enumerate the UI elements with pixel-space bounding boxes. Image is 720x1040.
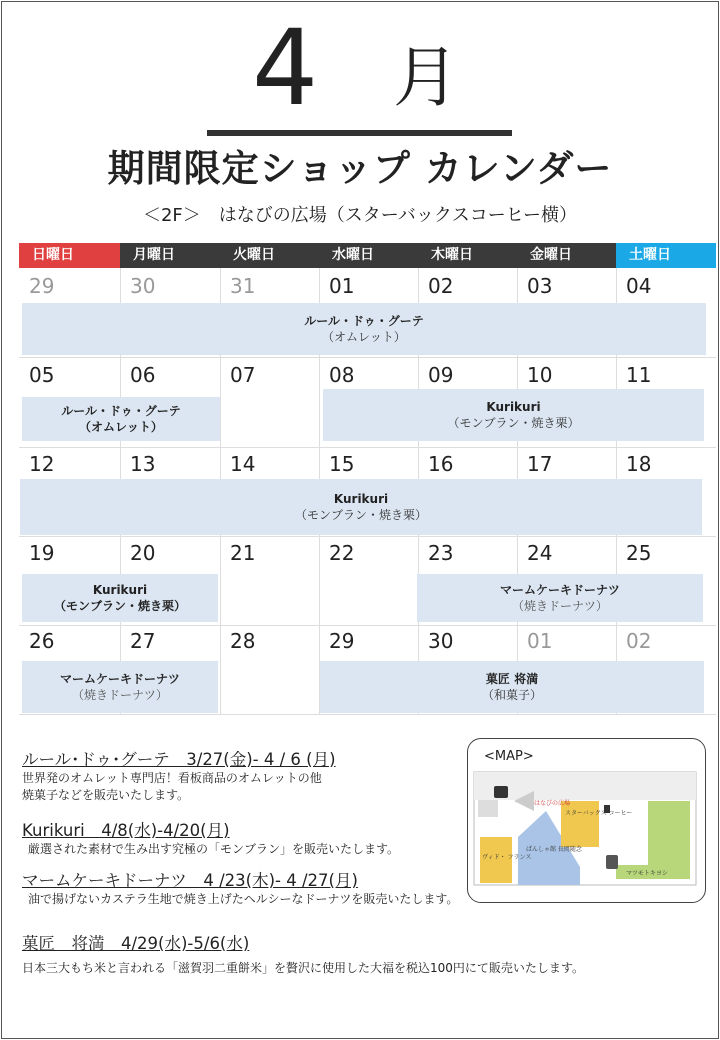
grid-line: [19, 714, 716, 715]
day-number: 06: [130, 363, 156, 387]
event-block: [417, 574, 703, 622]
event-block: [320, 661, 704, 713]
event-category: （焼きドーナツ）: [512, 599, 608, 613]
event-name: マームケーキドーナツ: [500, 583, 620, 597]
event-category: （モンブラン・焼き栗）: [447, 416, 580, 430]
weekday-sunday: 日曜日: [19, 243, 120, 268]
shop-info-text: 厳選された素材で生み出す究極の「モンブラン」を販売いたします。: [28, 842, 400, 856]
day-number: 12: [29, 452, 55, 476]
day-number: 16: [428, 452, 454, 476]
event-name: Kurikuri: [333, 492, 389, 506]
day-number: 04: [626, 274, 652, 298]
map-label-matsumoto: マツモトキヨシ: [626, 870, 668, 877]
weekday-saturday: 土曜日: [616, 243, 716, 268]
day-number: 15: [329, 452, 355, 476]
day-number: 31: [230, 274, 256, 298]
day-number: 09: [428, 363, 454, 387]
event-block: [22, 661, 218, 713]
day-number: 18: [626, 452, 652, 476]
day-number: 23: [428, 541, 454, 565]
day-number: 19: [29, 541, 55, 565]
event-category: （焼きドーナツ）: [72, 688, 168, 702]
day-number: 26: [29, 629, 55, 653]
event-name: Kurikuri: [486, 400, 541, 414]
event-block: [22, 397, 220, 441]
day-number: 13: [130, 452, 156, 476]
grid-line: [19, 357, 716, 358]
day-number: 07: [230, 363, 256, 387]
map-label: <MAP>: [484, 749, 534, 764]
event-block: [22, 574, 218, 622]
grid-line: [19, 625, 716, 626]
day-number: 20: [130, 541, 156, 565]
day-number: 02: [626, 629, 652, 653]
event-category: （オムレット）: [322, 330, 406, 344]
day-number: 22: [329, 541, 355, 565]
map-label-starbucks: スターバックス コーヒー: [565, 810, 633, 817]
day-number: 03: [527, 274, 553, 298]
day-number: 25: [626, 541, 652, 565]
shop-info-text: 焼菓子などを販売いたします。: [22, 788, 190, 802]
event-block: [20, 479, 702, 535]
event-category: （オムレット）: [79, 420, 163, 434]
event-name: ルール・ドゥ・グーテ: [304, 314, 424, 328]
day-number: 30: [130, 274, 156, 298]
shop-info-text: 日本三大もち米と言われる「滋賀羽二重餅米」を贅沢に使用した大福を税込100円にて販売いたします。: [22, 961, 584, 975]
shop-info: [22, 934, 584, 977]
day-number: 24: [527, 541, 553, 565]
event-category: （モンブラン・焼き栗）: [53, 599, 186, 613]
weekday-tuesday: 火曜日: [220, 243, 319, 268]
day-number: 17: [527, 452, 553, 476]
map-label-panshiya: ぱんしゃ館 長岡随念: [526, 846, 582, 853]
map-store-starbucks: [561, 801, 599, 847]
day-number: 01: [329, 274, 355, 298]
weekday-monday: 月曜日: [120, 243, 220, 268]
event-category: （和菓子）: [481, 688, 542, 702]
event-name: マームケーキドーナツ: [60, 672, 180, 686]
day-number: 11: [626, 363, 652, 387]
event-name: 菓匠 将満: [485, 672, 539, 686]
day-number: 08: [329, 363, 355, 387]
page-title: 期間限定ショップ カレンダー: [107, 147, 613, 190]
day-number: 10: [527, 363, 553, 387]
day-number: 29: [329, 629, 355, 653]
event-category: （モンブラン・焼き栗）: [294, 508, 427, 522]
grid-line: [19, 536, 716, 537]
floor-map-drawing: [468, 739, 707, 904]
event-block: [323, 389, 704, 441]
event-block: [22, 303, 706, 355]
weekday-thursday: 木曜日: [418, 243, 517, 268]
grid-line: [19, 447, 716, 448]
day-number: 28: [230, 629, 256, 653]
day-number: 02: [428, 274, 454, 298]
day-number: 05: [29, 363, 55, 387]
month-heading: [0, 7, 720, 129]
day-number: 27: [130, 629, 156, 653]
shop-info-text: 世界発のオムレット専門店！看板商品のオムレットの他: [22, 771, 322, 785]
day-number: 14: [230, 452, 256, 476]
weekday-friday: 金曜日: [517, 243, 616, 268]
shop-info-heading: 菓匠 将満 4/29(水)-5/6(水): [22, 934, 250, 953]
day-number: 30: [428, 629, 454, 653]
shop-info: [22, 750, 336, 804]
event-name: Kurikuri: [92, 583, 148, 597]
map-label-vie: ヴィド・ フランス: [482, 854, 532, 861]
shop-info-text: 油で揚げないカステラ生地で焼き上げたヘルシーなドーナツを販売いたします。: [28, 892, 459, 906]
day-number: 21: [230, 541, 256, 565]
day-number: 01: [527, 629, 553, 653]
month-number: 4: [252, 7, 319, 129]
shop-info: [22, 821, 399, 858]
month-suffix: 月: [393, 39, 459, 116]
weekday-wednesday: 水曜日: [319, 243, 418, 268]
month-underline: [207, 130, 512, 136]
floor-map: [467, 738, 706, 903]
page-subtitle: ＜2F＞ はなびの広場（スターバックスコーヒー横）: [142, 205, 577, 226]
shop-info-heading: ルール･ドゥ･グーテ 3/27(金)- 4 / 6 (月): [22, 750, 336, 769]
event-name: ルール・ドゥ・グーテ: [61, 404, 181, 418]
shop-info: [22, 871, 458, 908]
day-number: 29: [29, 274, 55, 298]
shop-info-heading: Kurikuri 4/8(水)-4/20(月): [22, 821, 230, 840]
escalator-icon: [494, 786, 508, 798]
shop-info-heading: マームケーキドーナツ 4 /23(木)- 4 /27(月): [22, 871, 358, 890]
map-label-hanabi: はなびの広場: [534, 800, 571, 807]
